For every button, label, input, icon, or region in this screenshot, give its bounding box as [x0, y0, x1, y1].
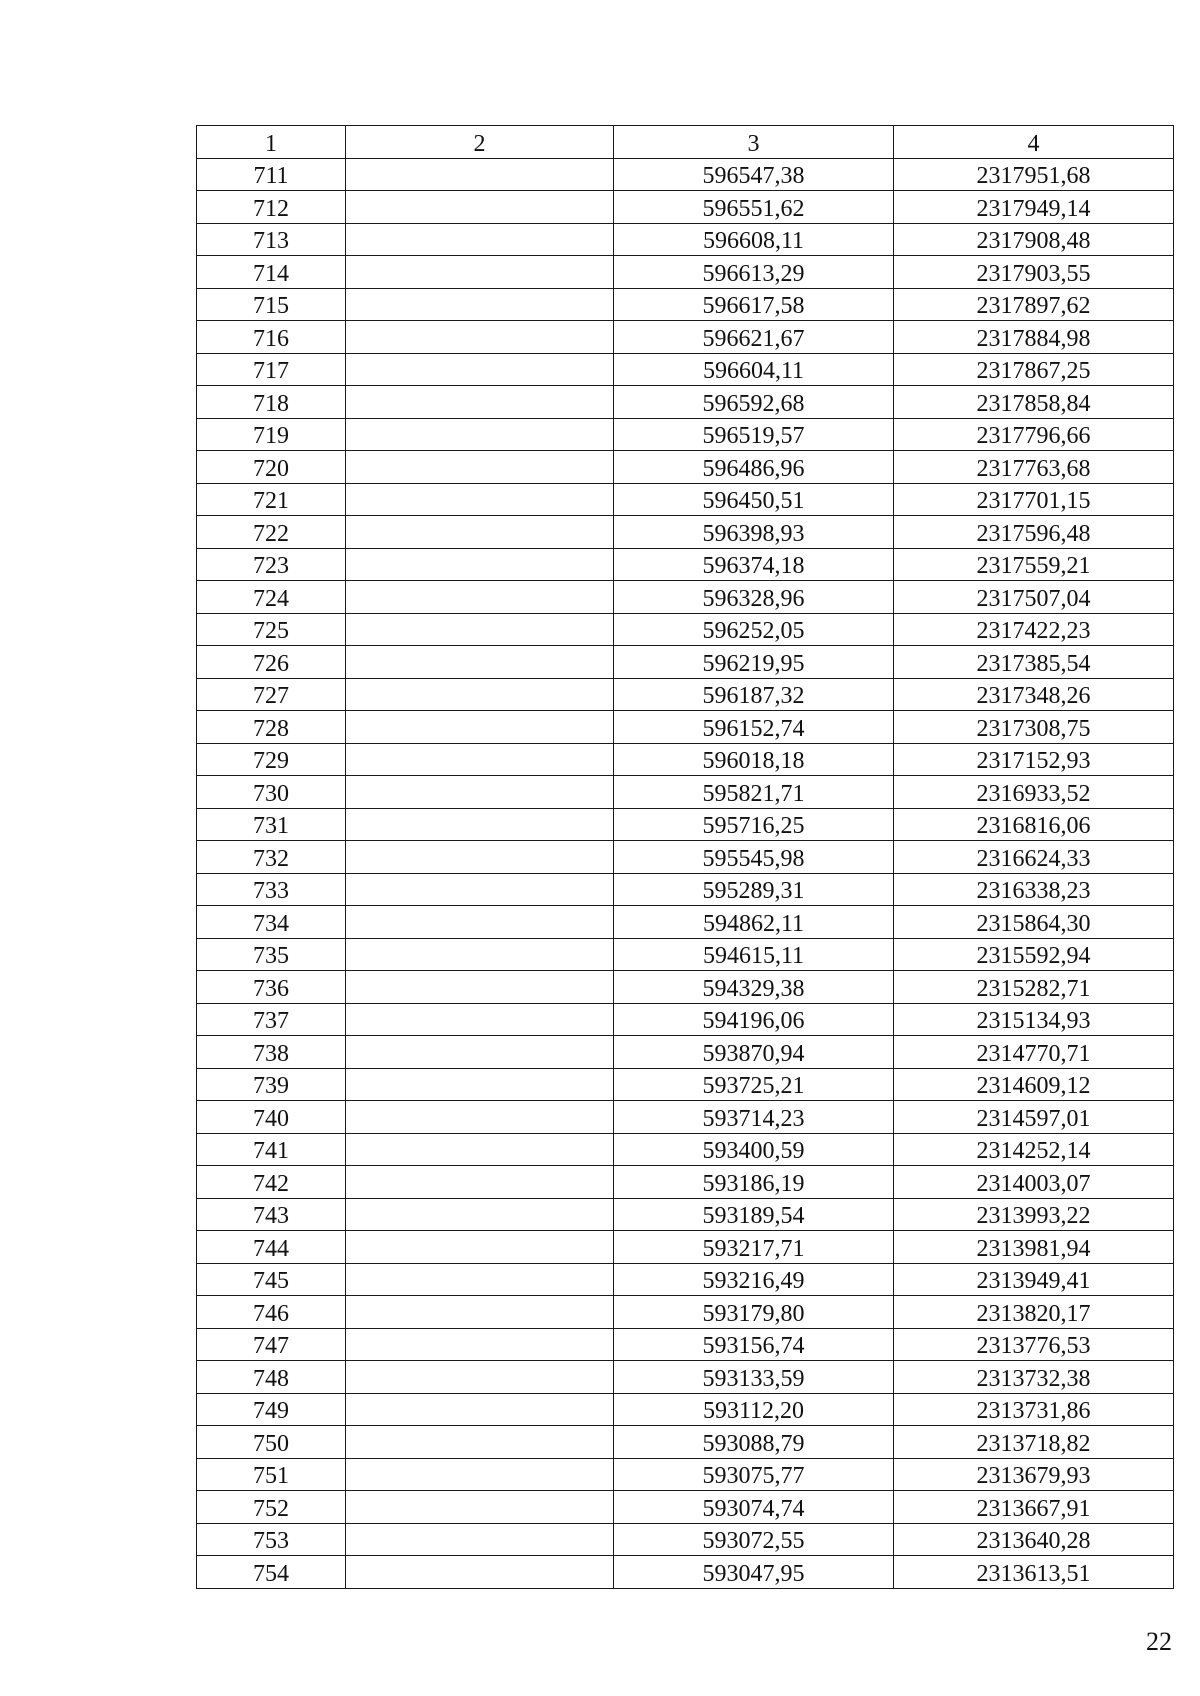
cell-point-number: 719 [197, 418, 346, 451]
table-row [197, 1231, 1174, 1264]
cell-col-2 [346, 516, 614, 549]
cell-x-coordinate: 593179,80 [614, 1296, 894, 1329]
cell-point-number: 735 [197, 938, 346, 971]
cell-col-2 [346, 906, 614, 939]
table-header [197, 126, 1174, 159]
cell-point-number: 718 [197, 386, 346, 419]
cell-x-coordinate: 595716,25 [614, 808, 894, 841]
cell-col-2 [346, 1491, 614, 1524]
header-cell-4: 4 [894, 126, 1174, 159]
cell-point-number: 724 [197, 581, 346, 614]
cell-x-coordinate: 596608,11 [614, 223, 894, 256]
header-cell-2: 2 [346, 126, 614, 159]
cell-y-coordinate: 2314770,71 [894, 1036, 1174, 1069]
cell-y-coordinate: 2317908,48 [894, 223, 1174, 256]
cell-y-coordinate: 2317348,26 [894, 678, 1174, 711]
cell-point-number: 727 [197, 678, 346, 711]
cell-x-coordinate: 596219,95 [614, 646, 894, 679]
cell-y-coordinate: 2314597,01 [894, 1101, 1174, 1134]
table-row [197, 418, 1174, 451]
table-row [197, 386, 1174, 419]
table-row [197, 1133, 1174, 1166]
cell-point-number: 740 [197, 1101, 346, 1134]
cell-x-coordinate: 594329,38 [614, 971, 894, 1004]
cell-point-number: 728 [197, 711, 346, 744]
cell-col-2 [346, 158, 614, 191]
cell-col-2 [346, 451, 614, 484]
cell-y-coordinate: 2313679,93 [894, 1458, 1174, 1491]
cell-y-coordinate: 2313820,17 [894, 1296, 1174, 1329]
cell-col-2 [346, 1458, 614, 1491]
cell-x-coordinate: 593189,54 [614, 1198, 894, 1231]
cell-point-number: 745 [197, 1263, 346, 1296]
cell-point-number: 717 [197, 353, 346, 386]
cell-y-coordinate: 2317308,75 [894, 711, 1174, 744]
cell-col-2 [346, 711, 614, 744]
cell-col-2 [346, 581, 614, 614]
table-row [197, 1556, 1174, 1589]
cell-y-coordinate: 2314252,14 [894, 1133, 1174, 1166]
table-row [197, 451, 1174, 484]
cell-x-coordinate: 593725,21 [614, 1068, 894, 1101]
cell-col-2 [346, 743, 614, 776]
table-row [197, 873, 1174, 906]
cell-y-coordinate: 2316933,52 [894, 776, 1174, 809]
cell-x-coordinate: 595545,98 [614, 841, 894, 874]
cell-point-number: 749 [197, 1393, 346, 1426]
cell-x-coordinate: 593156,74 [614, 1328, 894, 1361]
cell-x-coordinate: 593074,74 [614, 1491, 894, 1524]
cell-col-2 [346, 548, 614, 581]
cell-x-coordinate: 596252,05 [614, 613, 894, 646]
table-body [197, 158, 1174, 1588]
cell-x-coordinate: 593870,94 [614, 1036, 894, 1069]
table-row [197, 678, 1174, 711]
cell-y-coordinate: 2317596,48 [894, 516, 1174, 549]
table-row [197, 256, 1174, 289]
table-row [197, 776, 1174, 809]
cell-x-coordinate: 596617,58 [614, 288, 894, 321]
cell-point-number: 713 [197, 223, 346, 256]
cell-x-coordinate: 593714,23 [614, 1101, 894, 1134]
cell-y-coordinate: 2313613,51 [894, 1556, 1174, 1589]
cell-point-number: 744 [197, 1231, 346, 1264]
cell-x-coordinate: 596551,62 [614, 191, 894, 224]
cell-col-2 [346, 1166, 614, 1199]
table-row [197, 581, 1174, 614]
page-number: 22 [1146, 1627, 1172, 1656]
cell-col-2 [346, 971, 614, 1004]
cell-point-number: 747 [197, 1328, 346, 1361]
table-row [197, 613, 1174, 646]
cell-y-coordinate: 2317903,55 [894, 256, 1174, 289]
cell-col-2 [346, 938, 614, 971]
cell-col-2 [346, 613, 614, 646]
cell-col-2 [346, 191, 614, 224]
cell-col-2 [346, 841, 614, 874]
cell-point-number: 738 [197, 1036, 346, 1069]
cell-point-number: 714 [197, 256, 346, 289]
cell-x-coordinate: 596018,18 [614, 743, 894, 776]
cell-col-2 [346, 1231, 614, 1264]
cell-x-coordinate: 595289,31 [614, 873, 894, 906]
table-row [197, 516, 1174, 549]
cell-point-number: 720 [197, 451, 346, 484]
cell-point-number: 730 [197, 776, 346, 809]
table-row [197, 1166, 1174, 1199]
table-row [197, 646, 1174, 679]
cell-point-number: 752 [197, 1491, 346, 1524]
cell-y-coordinate: 2316816,06 [894, 808, 1174, 841]
cell-point-number: 726 [197, 646, 346, 679]
cell-col-2 [346, 1426, 614, 1459]
cell-point-number: 754 [197, 1556, 346, 1589]
cell-y-coordinate: 2313731,86 [894, 1393, 1174, 1426]
header-cell-1: 1 [197, 126, 346, 159]
cell-y-coordinate: 2317884,98 [894, 321, 1174, 354]
table-row [197, 1198, 1174, 1231]
cell-y-coordinate: 2313640,28 [894, 1523, 1174, 1556]
cell-point-number: 715 [197, 288, 346, 321]
cell-point-number: 716 [197, 321, 346, 354]
table-row [197, 906, 1174, 939]
cell-x-coordinate: 593133,59 [614, 1361, 894, 1394]
cell-point-number: 712 [197, 191, 346, 224]
cell-col-2 [346, 321, 614, 354]
cell-x-coordinate: 594862,11 [614, 906, 894, 939]
cell-y-coordinate: 2313776,53 [894, 1328, 1174, 1361]
cell-col-2 [346, 1556, 614, 1589]
cell-point-number: 739 [197, 1068, 346, 1101]
cell-x-coordinate: 595821,71 [614, 776, 894, 809]
cell-x-coordinate: 596450,51 [614, 483, 894, 516]
cell-col-2 [346, 1263, 614, 1296]
table-row [197, 223, 1174, 256]
cell-point-number: 748 [197, 1361, 346, 1394]
table-row [197, 1068, 1174, 1101]
cell-point-number: 731 [197, 808, 346, 841]
cell-y-coordinate: 2315864,30 [894, 906, 1174, 939]
table-row [197, 1263, 1174, 1296]
cell-col-2 [346, 1296, 614, 1329]
cell-y-coordinate: 2317507,04 [894, 581, 1174, 614]
cell-y-coordinate: 2317422,23 [894, 613, 1174, 646]
cell-y-coordinate: 2317701,15 [894, 483, 1174, 516]
cell-y-coordinate: 2317763,68 [894, 451, 1174, 484]
cell-x-coordinate: 593186,19 [614, 1166, 894, 1199]
cell-x-coordinate: 593216,49 [614, 1263, 894, 1296]
cell-point-number: 751 [197, 1458, 346, 1491]
cell-x-coordinate: 596613,29 [614, 256, 894, 289]
cell-x-coordinate: 596328,96 [614, 581, 894, 614]
cell-y-coordinate: 2316624,33 [894, 841, 1174, 874]
table-row [197, 1101, 1174, 1134]
cell-x-coordinate: 593400,59 [614, 1133, 894, 1166]
table-row [197, 1003, 1174, 1036]
cell-point-number: 750 [197, 1426, 346, 1459]
cell-point-number: 737 [197, 1003, 346, 1036]
cell-col-2 [346, 1361, 614, 1394]
cell-col-2 [346, 1328, 614, 1361]
table-row [197, 841, 1174, 874]
cell-col-2 [346, 1523, 614, 1556]
cell-x-coordinate: 593112,20 [614, 1393, 894, 1426]
table-row [197, 743, 1174, 776]
cell-x-coordinate: 596486,96 [614, 451, 894, 484]
cell-x-coordinate: 596187,32 [614, 678, 894, 711]
cell-y-coordinate: 2313981,94 [894, 1231, 1174, 1264]
cell-y-coordinate: 2313949,41 [894, 1263, 1174, 1296]
table-row [197, 483, 1174, 516]
cell-y-coordinate: 2317949,14 [894, 191, 1174, 224]
cell-y-coordinate: 2313667,91 [894, 1491, 1174, 1524]
cell-col-2 [346, 1198, 614, 1231]
table-row [197, 1361, 1174, 1394]
cell-col-2 [346, 1393, 614, 1426]
table-row [197, 1491, 1174, 1524]
table-row [197, 321, 1174, 354]
cell-col-2 [346, 256, 614, 289]
table-row [197, 191, 1174, 224]
coordinates-table [196, 125, 1174, 1589]
cell-x-coordinate: 596398,93 [614, 516, 894, 549]
cell-col-2 [346, 808, 614, 841]
table-row [197, 548, 1174, 581]
cell-point-number: 723 [197, 548, 346, 581]
cell-col-2 [346, 223, 614, 256]
table-row [197, 1036, 1174, 1069]
cell-y-coordinate: 2317152,93 [894, 743, 1174, 776]
cell-col-2 [346, 1068, 614, 1101]
cell-y-coordinate: 2317951,68 [894, 158, 1174, 191]
cell-point-number: 743 [197, 1198, 346, 1231]
cell-point-number: 725 [197, 613, 346, 646]
cell-x-coordinate: 593217,71 [614, 1231, 894, 1264]
cell-point-number: 753 [197, 1523, 346, 1556]
cell-y-coordinate: 2316338,23 [894, 873, 1174, 906]
table-row [197, 1523, 1174, 1556]
table-row [197, 288, 1174, 321]
cell-x-coordinate: 594615,11 [614, 938, 894, 971]
cell-y-coordinate: 2313732,38 [894, 1361, 1174, 1394]
cell-y-coordinate: 2315134,93 [894, 1003, 1174, 1036]
cell-x-coordinate: 596374,18 [614, 548, 894, 581]
cell-y-coordinate: 2314609,12 [894, 1068, 1174, 1101]
cell-x-coordinate: 596519,57 [614, 418, 894, 451]
cell-point-number: 741 [197, 1133, 346, 1166]
cell-y-coordinate: 2317897,62 [894, 288, 1174, 321]
cell-col-2 [346, 776, 614, 809]
table-row [197, 1393, 1174, 1426]
table-row [197, 1296, 1174, 1329]
cell-x-coordinate: 596592,68 [614, 386, 894, 419]
table-row [197, 1458, 1174, 1491]
cell-x-coordinate: 593075,77 [614, 1458, 894, 1491]
cell-point-number: 732 [197, 841, 346, 874]
cell-col-2 [346, 1101, 614, 1134]
cell-x-coordinate: 596604,11 [614, 353, 894, 386]
cell-y-coordinate: 2315282,71 [894, 971, 1174, 1004]
cell-x-coordinate: 594196,06 [614, 1003, 894, 1036]
cell-col-2 [346, 1133, 614, 1166]
cell-y-coordinate: 2317867,25 [894, 353, 1174, 386]
cell-y-coordinate: 2314003,07 [894, 1166, 1174, 1199]
cell-point-number: 746 [197, 1296, 346, 1329]
cell-x-coordinate: 596621,67 [614, 321, 894, 354]
cell-y-coordinate: 2317559,21 [894, 548, 1174, 581]
cell-x-coordinate: 596547,38 [614, 158, 894, 191]
cell-x-coordinate: 593072,55 [614, 1523, 894, 1556]
cell-y-coordinate: 2315592,94 [894, 938, 1174, 971]
cell-point-number: 711 [197, 158, 346, 191]
header-row [197, 126, 1174, 159]
cell-point-number: 733 [197, 873, 346, 906]
table-row [197, 158, 1174, 191]
cell-x-coordinate: 596152,74 [614, 711, 894, 744]
table-row [197, 1426, 1174, 1459]
cell-point-number: 722 [197, 516, 346, 549]
table-row [197, 1328, 1174, 1361]
cell-y-coordinate: 2317858,84 [894, 386, 1174, 419]
header-cell-3: 3 [614, 126, 894, 159]
table-row [197, 353, 1174, 386]
table-row [197, 971, 1174, 1004]
cell-x-coordinate: 593047,95 [614, 1556, 894, 1589]
table-row [197, 808, 1174, 841]
cell-point-number: 736 [197, 971, 346, 1004]
cell-x-coordinate: 593088,79 [614, 1426, 894, 1459]
cell-col-2 [346, 1036, 614, 1069]
cell-col-2 [346, 418, 614, 451]
cell-col-2 [346, 353, 614, 386]
cell-y-coordinate: 2317385,54 [894, 646, 1174, 679]
cell-col-2 [346, 288, 614, 321]
cell-y-coordinate: 2317796,66 [894, 418, 1174, 451]
cell-point-number: 721 [197, 483, 346, 516]
cell-col-2 [346, 1003, 614, 1036]
cell-point-number: 729 [197, 743, 346, 776]
cell-y-coordinate: 2313718,82 [894, 1426, 1174, 1459]
cell-y-coordinate: 2313993,22 [894, 1198, 1174, 1231]
cell-point-number: 734 [197, 906, 346, 939]
table-row [197, 711, 1174, 744]
cell-col-2 [346, 646, 614, 679]
cell-col-2 [346, 678, 614, 711]
cell-col-2 [346, 873, 614, 906]
cell-point-number: 742 [197, 1166, 346, 1199]
cell-col-2 [346, 483, 614, 516]
table-row [197, 938, 1174, 971]
cell-col-2 [346, 386, 614, 419]
